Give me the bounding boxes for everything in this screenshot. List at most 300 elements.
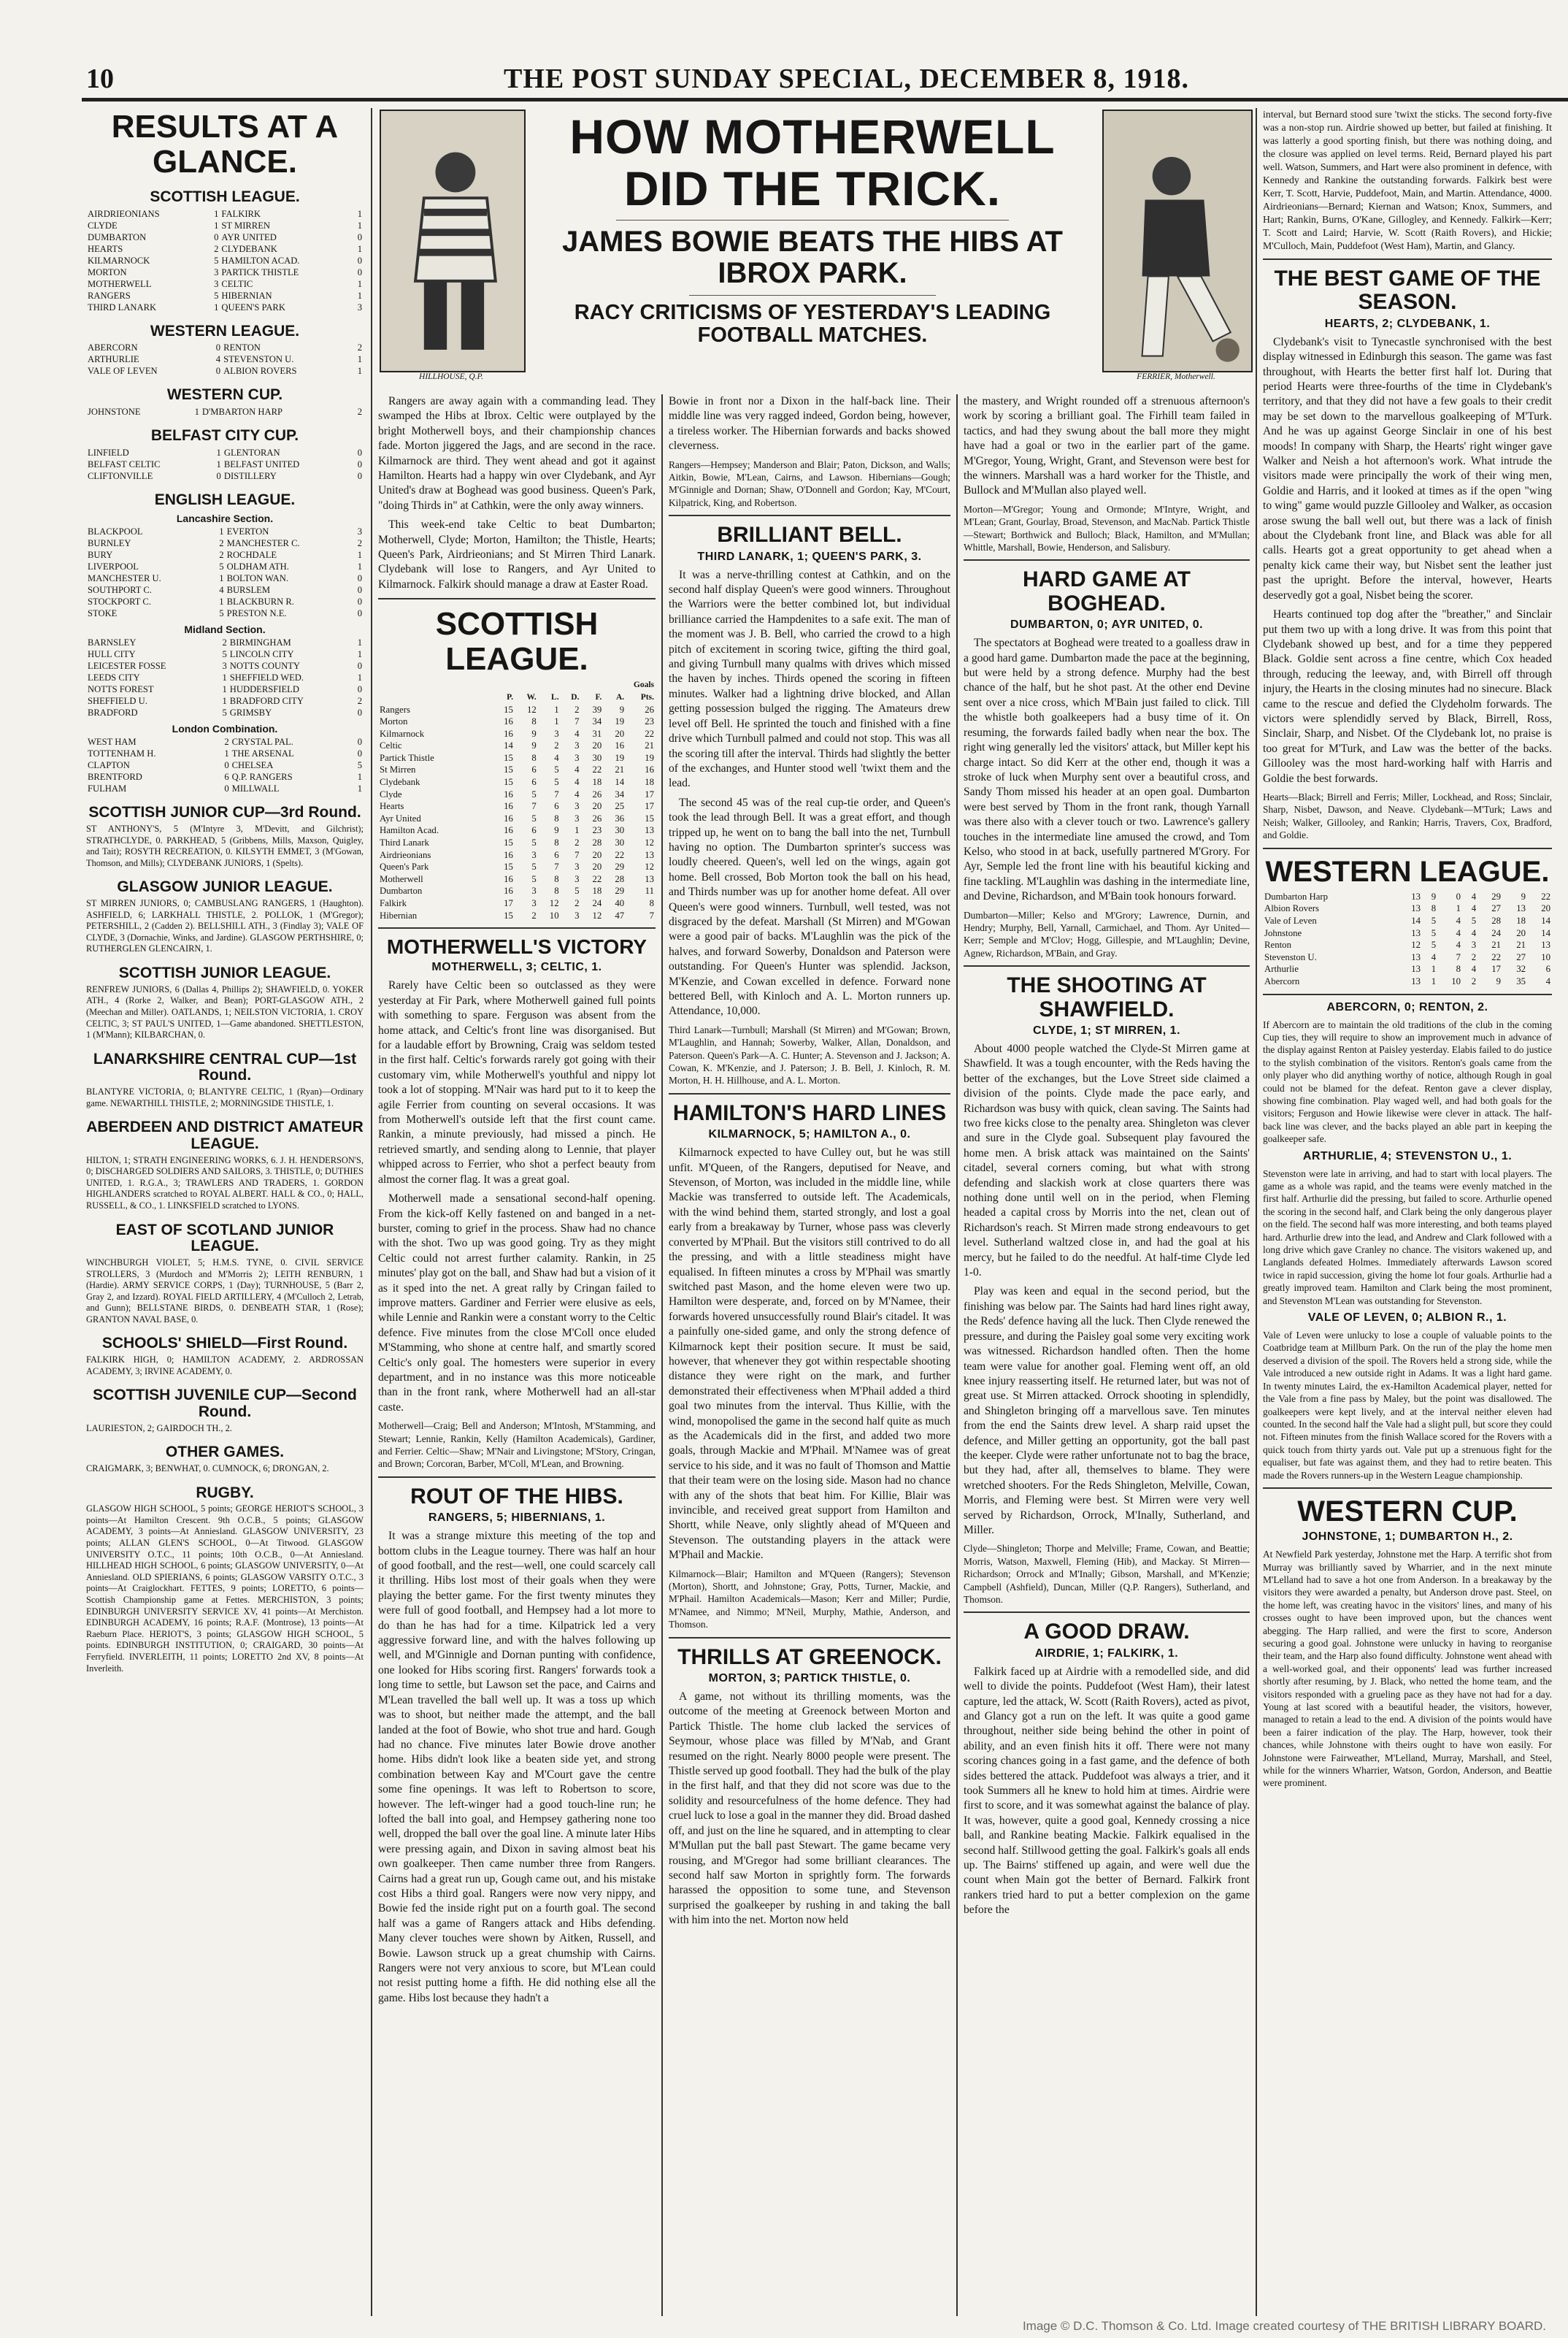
stat-cell: 5 <box>1471 915 1477 926</box>
score-cell: 1 <box>357 354 362 365</box>
score-cell: 0 <box>216 470 221 481</box>
stat-cell: 13 <box>1541 940 1550 951</box>
score-cell: 1 <box>357 561 362 572</box>
stat-cell: 0 <box>1456 891 1461 902</box>
stat-cell: 19 <box>615 752 625 763</box>
table-row <box>1263 963 1552 976</box>
stat-cell: 6 <box>554 849 559 860</box>
score-cell: 0 <box>357 459 362 469</box>
column-2 <box>378 394 656 2323</box>
score-cell: 1 <box>357 772 362 783</box>
stat-cell: 20 <box>1541 903 1550 914</box>
stat-cell: 16 <box>504 716 513 727</box>
stat-cell: 8 <box>1456 964 1461 975</box>
stat-cell: 16 <box>504 801 513 812</box>
stat-cell: 7 <box>649 910 654 921</box>
stat-cell: 18 <box>1516 915 1526 926</box>
result-row <box>86 290 364 302</box>
section-rule <box>378 598 656 599</box>
stat-cell: 9 <box>531 740 537 751</box>
stat-cell: 2 <box>531 910 537 921</box>
report-paragraph: Vale of Leven were unlucky to lose a couple of valuable points to the Coatbridge team at Millburn Park. On the run of the play the home men deserved a division of the spoil. The Rovers held a strong side, while the Vale introduced a new outside right in Adams. It was a light hard game. In twenty minutes Laird, the ex-Hamilton Academical player, netted for the Vale from a fine pass by Maley, but the point was disallowed. The goalkeepers were kept lively, and at the interval neither eleven had counted. In the second half the Vale had a slight pull, but score they could not. Fifteen minutes from the finish Wallace scored for the Rovers with a quick touch from thirty yards out. Vale put up a strenuous fight for the equaliser, but fate was against them, and they had to retire beaten. This made the Rovers runners-up in the Western League championship. <box>1263 1330 1552 1481</box>
stat-cell: 15 <box>504 704 513 715</box>
feature-subhead: JAMES BOWIE BEATS THE HIBS AT IBROX PARK. <box>562 225 1063 289</box>
score-cell: 2 <box>224 737 229 748</box>
stat-cell: 11 <box>645 886 654 897</box>
team-cell: BRENTFORD <box>88 772 142 783</box>
score-cell: 1 <box>357 208 362 219</box>
lancashire-heading: Lancashire Section. <box>176 513 274 525</box>
stat-cell: 9 <box>619 704 625 715</box>
team-cell: LINCOLN CITY <box>229 649 294 660</box>
stat-cell: 8 <box>1431 903 1437 914</box>
table-header-cell: F. <box>595 692 602 702</box>
club-cell: Arthurlie <box>1264 964 1299 975</box>
score-cell: 5 <box>219 608 224 619</box>
team-lineups: Third Lanark—Turnbull; Marshall (St Mirren) and M'Gowan; Brown, M'Laughlin, and Hannah; Sowerby, Walker, Allan, Donaldson, and Paterson. Queen's Park—A. C. Hunter; A. Stevenson and J. Jackson; A. Cowan, K. M'Kenzie, and J. Paterson; J. B. Bell, J. Kinloch, R. M. Morton, H. H. Hillhouse, and A. L. Morton. <box>669 1024 950 1086</box>
stat-cell: 10 <box>1451 976 1461 986</box>
team-cell: HULL CITY <box>88 649 136 660</box>
hibs-title: ROUT OF THE HIBS. <box>410 1484 623 1509</box>
team-cell: BRADFORD <box>88 708 138 718</box>
result-row <box>86 660 364 672</box>
greenock-score: MORTON, 3; PARTICK THISTLE, 0. <box>708 1672 911 1685</box>
result-row <box>86 365 364 377</box>
team-cell: GLENTORAN <box>223 447 280 458</box>
stat-cell: 8 <box>649 898 654 908</box>
photo-hillhouse <box>380 110 526 372</box>
column-rule <box>661 394 663 2316</box>
stat-cell: 21 <box>615 764 625 775</box>
score-cell: 1 <box>357 220 362 231</box>
stat-cell: 16 <box>645 764 654 775</box>
section-rule <box>378 927 656 929</box>
table-row <box>1263 915 1552 927</box>
page-number: 10 <box>86 64 114 94</box>
boghead-title: HARD GAME AT BOGHEAD. <box>1023 567 1191 616</box>
score-cell: 0 <box>357 447 362 458</box>
report-paragraph: Clydebank's visit to Tynecastle synchronised with the best display witnessed in Edinburgh this season. The game was fast throughout, with Hearts the better first half lot. During that period Hearts were three-fourths of the time in Clydebank's territory, and that they did not have a few goals to their credit may be set down to the marvellous goalkeeping of M'Turk. And he was up against George Sinclair in one of his best moods! In company with Sharp, the Hearts' right winger gave Walker and Neish a hot afternoon's work. What intrude the visitors made were principally the work of their wing men, Goldie and Harris, and it looked at times as if the open "wing to wing" game would puzzle Gillooley and Walker, as occasion arose swung the ball well out, but there was a lack of finish about the Clydebank front line, and Black was able for all calls. Hearts got a great opportunity to get ahead when a penalty kick came their way, but Nisbet sent the leather just past the upright. Before the interval, however, Hearts deservedly got a goal, Nisbet being the scorer. <box>1263 335 1552 602</box>
team-cell: HIBERNIAN <box>221 290 272 301</box>
score-cell: 4 <box>215 354 221 365</box>
team-cell: MOTHERWELL <box>88 278 152 289</box>
stat-cell: 25 <box>615 801 625 812</box>
report-paragraph: Stevenston were late in arriving, and had to start with local players. The game as a whole was rapid, and the teams were evenly matched in the first half. Arthurlie did the pressing, but failed to score. Arthurlie opened the scoring in the second half, and Clark being the only dangerous player on the field. The second half was more interesting, and both teams played hard. Arthurlie drew into the lead, and Andrew and Clark followed with a long drive which gave Cranley no chance. The visitors wakened up, and Langlands defeated Holmes. Immediately afterwards Lawson scored twice in rapid succession, giving the home lot four goals. Arthurlie had a greatly improved team. Hamilton and Clark being the most prominent, and Stevenston M'Lean was outstanding for Stevenston. <box>1263 1168 1552 1306</box>
stat-cell: 5 <box>1431 940 1437 951</box>
stat-cell: 34 <box>615 789 625 800</box>
team-cell: RANGERS <box>88 290 131 301</box>
stat-cell: 24 <box>1491 927 1502 938</box>
table-header-cell: P. <box>507 692 513 702</box>
motherwell-title: MOTHERWELL'S VICTORY <box>386 935 647 959</box>
greenock-title: THRILLS AT GREENOCK. <box>677 1644 942 1669</box>
score-cell: 1 <box>219 526 224 537</box>
score-cell: 2 <box>219 550 224 561</box>
team-cell: ABERCORN <box>88 342 138 353</box>
table-row <box>1263 939 1552 951</box>
column-rule <box>1256 108 1257 2316</box>
hibs-score: RANGERS, 5; HIBERNIANS, 1. <box>428 1511 606 1525</box>
stat-cell: 22 <box>592 764 602 775</box>
result-row <box>86 707 364 718</box>
stat-cell: 5 <box>574 886 580 897</box>
result-row <box>86 672 364 683</box>
stat-cell: 16 <box>615 740 625 751</box>
stat-cell: 7 <box>574 849 580 860</box>
team-cell: BIRMINGHAM <box>229 637 291 648</box>
team-cell: ALBION ROVERS <box>223 366 297 377</box>
stat-cell: 3 <box>574 752 580 763</box>
result-row <box>86 748 364 759</box>
stat-cell: 3 <box>531 849 537 860</box>
stat-cell: 20 <box>592 801 602 812</box>
stat-cell: 5 <box>531 789 537 800</box>
team-cell: BLACKBURN R. <box>226 597 294 608</box>
result-row <box>86 220 364 231</box>
london-heading: London Combination. <box>172 723 278 735</box>
stat-cell: 5 <box>531 862 537 873</box>
table-row <box>378 849 656 862</box>
stat-cell: 1 <box>1431 976 1437 986</box>
stat-cell: 36 <box>615 813 625 824</box>
team-cell: BURY <box>88 550 113 561</box>
club-cell: Clyde <box>380 789 402 800</box>
report-paragraph: Motherwell made a sensational second-half opening. From the kick-off Kelly fastened on and banged in a net-burster, coming to grief in the process. Shaw had no chance with the shot. Two up was good going. Try as they might Celtic could not arrest further calamity. Rankin, in 25 minutes' play got on the ball, and Shaw had but a vision of it as it sped into the net. A great rally by Cringan failed to improve matters. Gardiner and Ferrier were elusive as eels, while Lennie and Rankin were a constant worry to the Celtic defence. Five minutes from the close M'Coll once eluded M'Stamming, who shone at centre half, and smartly scored Celtic's only goal. The homesters were superior in every department, and in no instance was this more noticeable than in the front rank, where Motherwell had an all-star caste. <box>378 1192 656 1414</box>
stat-cell: 4 <box>1456 940 1461 951</box>
result-row <box>86 637 364 648</box>
table-header-cell: L. <box>551 692 559 702</box>
stat-cell: 13 <box>645 873 654 884</box>
table-row <box>378 740 656 752</box>
stat-cell: 4 <box>1471 964 1477 975</box>
column-rule <box>371 108 372 2316</box>
stat-cell: 6 <box>531 825 537 836</box>
masthead: THE POST SUNDAY SPECIAL, DECEMBER 8, 1918. <box>504 64 1190 94</box>
team-cell: PARTICK THISTLE <box>221 267 299 277</box>
table-row <box>378 764 656 776</box>
stat-cell: 29 <box>1491 891 1502 902</box>
stat-cell: 16 <box>504 886 513 897</box>
result-row <box>86 406 364 418</box>
stat-cell: 23 <box>592 825 602 836</box>
western-league-table-title: WESTERN LEAGUE. <box>1265 855 1550 888</box>
score-cell: 0 <box>215 342 221 353</box>
result-row <box>86 243 364 255</box>
stat-cell: 4 <box>1431 951 1437 962</box>
result-row <box>86 771 364 783</box>
team-cell: CLIFTONVILLE <box>88 470 153 481</box>
stat-cell: 4 <box>1471 891 1477 902</box>
result-row <box>86 549 364 561</box>
stat-cell: 17 <box>645 801 654 812</box>
shawfield-score: CLYDE, 1; ST MIRREN, 1. <box>1032 1024 1181 1037</box>
stat-cell: 15 <box>504 838 513 848</box>
score-cell: 5 <box>219 561 224 572</box>
motherwell-score: MOTHERWELL, 3; CELTIC, 1. <box>431 961 602 974</box>
club-cell: Dumbarton <box>380 886 423 897</box>
club-cell: Celtic <box>380 740 402 751</box>
result-row <box>86 695 364 707</box>
table-row <box>378 776 656 789</box>
section-rule <box>669 1637 950 1638</box>
result-block-text: ST ANTHONY'S, 5 (M'Intyre 3, M'Devitt, and Gilchrist); STRATHCLYDE, 0. PARKHEAD, 5 (Gribbens, Mills, Maxson, Quigley, and Tait); ROSYTH RECREATION, 0. KILSYTH EMMET, 3 (M'Gowan, Thomson, and Mills); CLYDEBANK JUNIORS, 1 (Spelts). <box>86 824 364 868</box>
stat-cell: 35 <box>1516 976 1526 986</box>
stat-cell: 5 <box>531 838 537 848</box>
table-header-cell: W. <box>526 692 537 702</box>
intro-paragraph: Rangers are away again with a commanding lead. They swamped the Hibs at Ibrox. Celtic were outplayed by the bright Motherwell boys, and their championship chances fade. Morton jiggered the Jags, and are second in the race. Kilmarnock are third. They went ahead and got it against Hamilton. Hearts had a happy win over Clydebank, and Ayr United's draw at Boghead was good business. Queen's Park, "doing Thirds in" at Cathkin, were the only away winners. <box>378 395 656 512</box>
stat-cell: 2 <box>574 704 580 715</box>
stat-cell: 20 <box>615 728 625 739</box>
team-cell: BARNSLEY <box>88 637 137 648</box>
score-cell: 0 <box>224 783 229 794</box>
stat-cell: 4 <box>1545 976 1550 986</box>
feature-headline: HOW MOTHERWELL DID THE TRICK. <box>569 110 1056 216</box>
result-blocks <box>86 805 364 1674</box>
report-paragraph: It was a strange mixture this meeting of the top and bottom clubs in the League tourney. There was half an hour of good football, and the rest—well, one could scarcely call it thrilling. Hibs lost most of their goals when they were playing the better game. For the first twenty minutes they were full of good football, and Hempsey had a lot more to do than he has had for a time. Kilpatrick led a very aggressive forward line, and with the halves following up well, and M'Ginnigle and Dornan punting with confidence, one looked for Hibs scoring first. Rangers' forwards took a long time to settle, but Lawson set the pace, and Cairns and M'Lean travelled the ball well up. It was a toss up which was to shoot, but neither made the attempt, and the ball landed at the foot of Bowie, who shot true and hard. Gough had no chance. Five minutes later Bowie drove another home. Hibs didn't look like a beaten side yet, and strong combination between Kay and M'Court gave the centre some fine openings. It was left to Robertson to score, however. The left-winger had a good touch-line run; he lofted the ball into goal, and Hempsey gathering none too well, dropped the ball over the goal line. A minute later Hibs were pressing again, and Dixon in saving almost beat his own goalkeeper. Then came number three from Rangers. Cairns had a great run up, Gough came out, and his mistake cost Hibs a third goal. Rangers were now very nippy, and Bowie fed the inside right put on a fourth goal. The second half was a game of Rangers attack and Hibs defending. Many clever touches were shown by Aitken, Russell, and Bowie. Lawson struck up a great chumship with Cairns. Rangers were not very anxious to score, but M'Lean could not resist putting home a fifth. He did nothing else all the game. Hibs lost because they hadn't a <box>378 1530 656 2004</box>
stat-cell: 8 <box>554 813 559 824</box>
score-cell: 0 <box>224 760 229 771</box>
team-cell: AYR UNITED <box>221 231 277 242</box>
report-paragraph: A game, not without its thrilling moments, was the outcome of the meeting at Greenock between Morton and Partick Thistle. The home club lacked the services of Seymour, whose place was filled by M'Nab, and Grant resumed on the right. Nearly 8000 people were present. The Thistle served up good football. They had the bulk of the play in the first half, and that they did not score was due to the solidity and resourcefulness of the home defence. They had cruel luck to lose a goal in the manner they did. Broad dashed off, and just on the line he squared, and in attempting to clear M'Mullan put the ball past Stewart. The game became very rousing, and M'Gregor had some brilliant clearances. The second half saw Morton in sprightly form. The forwards harassed the opposition to some tune, and Stevenson surprised the goalkeeper by rushing in and taking the ball with him into the net. Morton now held <box>669 1690 950 1927</box>
club-cell: Albion Rovers <box>1264 903 1320 914</box>
result-block-text: GLASGOW HIGH SCHOOL, 5 points; GEORGE HERIOT'S SCHOOL, 3 points—At Hamilton Crescent. 9th O.C.B., 5 points; GLASGOW ACADEMY, 3 points—At Anniesland. GLASGOW UNIVERSITY, 23 points; ALLAN GLEN'S SCHOOL, 0—At Titwood. GLASGOW UNIVERSITY O.T.C., 11 points; 10th O.C.B., 0—At Anniesland. HILLHEAD HIGH SCHOOL, 6 points; GLASGOW UNIVERSITY, 0—At Anniesland. OLD SPIERIANS, 6 points; GLASGOW VARSITY O.T.C., 3 points—At Craiglockhart. FETTES, 9 points; LORETTO, 6 points—Scottish Championship game at Fettes. MERCHISTON, 3 points; EDINBURGH UNIVERSITY SERVICE XV, 41 points—At Merchiston. EDINBURGH ACADEMY, 16 points; R.A.F. (Montrose), 13 points—At Raeburn Place. HERIOT'S, 3 points; GLASGOW HIGH SCHOOL, 5 points. EDINBURGH INSTITUTION, 0; CRAIGARD, 30 points—At Ferryfield. INVERLEITH, 11 points; LORETTO 2nd XV, 8 points—At Inverleith. <box>86 1503 364 1674</box>
stat-cell: 19 <box>645 752 654 763</box>
result-row <box>86 759 364 771</box>
stat-cell: 4 <box>1471 903 1477 914</box>
head-rule <box>689 295 936 296</box>
result-row <box>86 255 364 267</box>
hearts-title: THE BEST GAME OF THE SEASON. <box>1274 267 1541 315</box>
team-lineups: Hearts—Black; Birrell and Ferris; Miller, Lockhead, and Ross; Sinclair, Sharp, Nisbet, Dawson, and Neave. Clydebank—M'Turk; Laws and Neish; Walker, Gillooley, and Rankin; Harris, Travers, Cox, Bradford, and Goldie. <box>1263 791 1552 841</box>
team-cell: CRYSTAL PAL. <box>231 737 293 748</box>
western-cup-results <box>86 406 364 418</box>
team-cell: QUEEN'S PARK <box>221 302 285 313</box>
club-cell: Morton <box>380 716 408 727</box>
score-cell: 1 <box>216 447 221 458</box>
score-cell: 5 <box>222 649 227 660</box>
stat-cell: 27 <box>1491 903 1502 914</box>
club-cell: Queen's Park <box>380 862 429 873</box>
result-row <box>86 596 364 608</box>
score-cell: 5 <box>214 290 219 301</box>
stat-cell: 12 <box>645 862 654 873</box>
stat-cell: 3 <box>531 898 537 908</box>
table-header-cell <box>378 691 492 704</box>
stat-cell: 17 <box>645 789 654 800</box>
stat-cell: 13 <box>1411 891 1421 902</box>
stat-cell: 5 <box>1431 927 1437 938</box>
club-cell: Partick Thistle <box>380 752 434 763</box>
stat-cell: 8 <box>531 752 537 763</box>
stat-cell: 12 <box>526 704 537 715</box>
section-rule <box>378 1476 656 1478</box>
team-cell: HEARTS <box>88 243 123 254</box>
intro-paragraph: This week-end take Celtic to beat Dumbarton; Motherwell, Clyde; Morton, Hamilton; the Thistle, Hearts; Queen's Park, Airdrieonians; and St Mirren Third Lanark. Clydebank will lose to Rangers, and Ayr United to Kilmarnock. Falkirk should manage a draw at Easter Road. <box>378 518 656 591</box>
stat-cell: 40 <box>615 898 625 908</box>
result-block-heading: GLASGOW JUNIOR LEAGUE. <box>117 878 333 896</box>
masthead-rule <box>82 98 1568 101</box>
stat-cell: 13 <box>1411 976 1421 986</box>
team-cell: TOTTENHAM H. <box>88 748 156 759</box>
stat-cell: 16 <box>504 849 513 860</box>
result-row <box>86 648 364 660</box>
team-cell: LEICESTER FOSSE <box>88 661 166 672</box>
stat-cell: 5 <box>1431 915 1437 926</box>
team-cell: THIRD LANARK <box>88 302 157 313</box>
report-paragraph: Play was keen and equal in the second period, but the finishing was below par. The Saints had hard lines right away, the Reds' defence having all the luck. Then Clyde renewed the pressure, and during the Paisley goal some very exciting work was witnessed. Richardson handled often. Then the home team were value for another goal. Fleming went off, an old knee injury reasserting itself. He returned later, but was not of great use. St Mirren attacked. Orrock shooting in splendidly, and Shingleton bringing off a marvellous save. Ten minutes from the end the Saints drew level. A sharp raid upset the defence, and Miller getting an opportunity, got the ball past the keeper. Clyde were rather unfortunate not to bag the brace, but they had, after all, themselves to blame. They were wretched shooters. For the Reds Shingleton, Melville, Cowan, Morris, and Fleming were best. St Mirren were very well served by Richardson, Orrock, M'Inally, Sutherland, and Miller. <box>964 1285 1250 1536</box>
score-cell: 1 <box>214 208 219 219</box>
belfast-heading: BELFAST CITY CUP. <box>150 427 299 445</box>
stat-cell: 18 <box>645 777 654 788</box>
team-cell: KILMARNOCK <box>88 255 150 266</box>
stat-cell: 6 <box>1545 964 1550 975</box>
stat-cell: 9 <box>1431 891 1437 902</box>
stat-cell: 39 <box>592 704 602 715</box>
stat-cell: 9 <box>554 825 559 836</box>
stat-cell: 3 <box>531 886 537 897</box>
stat-cell: 28 <box>615 873 625 884</box>
stat-cell: 15 <box>645 813 654 824</box>
team-lineups: Dumbarton—Miller; Kelso and M'Grory; Lawrence, Durnin, and Hendry; Murphy, Bell, Yarnall, Carmichael, and Thom. Ayr United—Kerr; Semple and M'Clov; Hogg, Gillespie, and M'Laughlin; Devine, Agnew, Richardson, M'Bain, and Gray. <box>964 909 1250 959</box>
team-cell: VALE OF LEVEN <box>88 366 158 377</box>
score-cell: 0 <box>357 255 362 266</box>
table-header-cell: Pts. <box>640 692 654 702</box>
score-cell: 5 <box>222 708 227 718</box>
midland-results <box>86 637 364 718</box>
stat-cell: 7 <box>554 862 559 873</box>
stat-cell: 13 <box>1411 927 1421 938</box>
stat-cell: 1 <box>1456 903 1461 914</box>
stat-cell: 30 <box>615 838 625 848</box>
team-cell: DUMBARTON <box>88 231 147 242</box>
score-cell: 0 <box>357 573 362 584</box>
stat-cell: 21 <box>1491 940 1502 951</box>
result-block-heading: SCOTTISH JUVENILE CUP—Second Round. <box>93 1387 357 1420</box>
club-cell: Dumbarton Harp <box>1264 891 1329 902</box>
stat-cell: 22 <box>645 728 654 739</box>
score-cell: 1 <box>357 550 362 561</box>
score-cell: 1 <box>357 366 362 377</box>
score-cell: 2 <box>357 342 362 353</box>
score-cell: 3 <box>214 278 219 289</box>
table-row <box>378 861 656 873</box>
result-block-text: CRAIGMARK, 3; BENWHAT, 0. CUMNOCK, 6; DRONGAN, 2. <box>86 1463 329 1473</box>
club-cell: Hamilton Acad. <box>380 825 439 836</box>
team-cell: HAMILTON ACAD. <box>221 255 300 266</box>
stat-cell: 22 <box>1541 891 1550 902</box>
team-cell: MORTON <box>88 267 127 277</box>
score-cell: 2 <box>222 637 227 648</box>
stat-cell: 6 <box>554 801 559 812</box>
team-cell: SOUTHPORT C. <box>88 585 152 596</box>
stat-cell: 3 <box>574 873 580 884</box>
column-5 <box>1263 108 1552 2323</box>
report-paragraph: Falkirk faced up at Airdrie with a remodelled side, and did well to divide the points. Puddefoot (West Ham), their latest capture, led the attack, W. Scott (Raith Rovers), acted as pivot, and Glancy got a run on the left. It was quite a good game throughout, neither side being behind the other in point of ability, and an even finish hits it off. There were not many scoring chances going in a fast game, and the defence of both sides bettered the attack. Puddefoot was always a trier, and it took Summers all he knew to hold him at times. Airdrie were first to score, and it was somewhat against the balance of play. It was, however, quite a good goal, Kennedy crossing a nice ball, and Rankine beating Mackie. Falkirk equalised in the second half. Stillwood getting the goal. Falkirk's goals all ends up. The Bairns' stiffened up again, and were well due the count when Main got the better of Bernard. Falkirk front rankers tried hard to put a better complexion on the game before the <box>964 1665 1250 1917</box>
stat-cell: 10 <box>1541 951 1550 962</box>
result-row <box>86 267 364 278</box>
stat-cell: 14 <box>1541 927 1550 938</box>
report-paragraph: It was a nerve-thrilling contest at Cathkin, and on the second half display Queen's were good winners. Throughout the Warriors were the better combined lot, but individual brilliance carried the Hampdenites to a safe exit. The man of the moment was J. B. Bell, who carried the crowd to a high pitch of excitement in scoring twice, gifting the third goal, and giving Turnbull many qualms with drives which missed the haven by inches. Thirds opened the scoring in fifteen minutes. Walker had a lightning drive blocked, and Allan getting possession bulged the rigging. The Amateurs drew level off Bell. He sprinted the touch and finished with a fine drive which Turnbull palmed and could not stop. This was all the scoring till after the interval. Thirds had slightly the better of the exchanges, and Hunter stood well 'twixt them and the lead. <box>669 568 950 790</box>
result-block-heading: SCOTTISH JUNIOR LEAGUE. <box>118 965 331 982</box>
stat-cell: 5 <box>531 873 537 884</box>
stat-cell: 2 <box>1471 976 1477 986</box>
team-cell: STEVENSTON U. <box>223 354 294 365</box>
score-cell: 0 <box>357 737 362 748</box>
score-cell: 5 <box>357 760 362 771</box>
hamilton-title: HAMILTON'S HARD LINES <box>672 1100 947 1125</box>
result-row <box>86 736 364 748</box>
club-cell: Stevenston U. <box>1264 951 1317 962</box>
team-cell: MANCHESTER C. <box>226 538 300 549</box>
stat-cell: 9 <box>1496 976 1502 986</box>
club-cell: Ayr United <box>380 813 421 824</box>
score-cell: 2 <box>357 538 362 549</box>
western-cup-heading: WESTERN CUP. <box>166 386 283 404</box>
belfast-results <box>86 447 364 482</box>
table-row <box>378 824 656 837</box>
stat-cell: 18 <box>592 777 602 788</box>
hearts-score: HEARTS, 2; CLYDEBANK, 1. <box>1324 317 1491 330</box>
stat-cell: 12 <box>592 910 602 921</box>
stat-cell: 16 <box>504 873 513 884</box>
score-cell: 0 <box>215 366 221 377</box>
stat-cell: 32 <box>1516 964 1526 975</box>
score-cell: 1 <box>357 672 362 683</box>
team-cell: ROCHDALE <box>226 550 277 561</box>
table-row <box>378 752 656 764</box>
team-cell: BELFAST UNITED <box>223 459 300 469</box>
result-block-heading: RUGBY. <box>196 1484 254 1501</box>
result-row <box>86 447 364 459</box>
score-cell: 0 <box>357 231 362 242</box>
team-cell: AIRDRIEONIANS <box>88 208 160 219</box>
team-cell: HUDDERSFIELD <box>229 684 299 695</box>
stat-cell: 3 <box>574 801 580 812</box>
airdrie-score: AIRDRIE, 1; FALKIRK, 1. <box>1034 1647 1179 1660</box>
stat-cell: 6 <box>531 764 537 775</box>
english-league-heading: ENGLISH LEAGUE. <box>154 491 296 508</box>
result-block-heading: SCOTTISH JUNIOR CUP—3rd Round. <box>88 804 361 821</box>
stat-cell: 22 <box>1491 951 1502 962</box>
section-rule <box>669 1093 950 1095</box>
stat-cell: 3 <box>574 813 580 824</box>
team-cell: CLYDE <box>88 220 118 231</box>
shawfield-title: THE SHOOTING AT SHAWFIELD. <box>1007 973 1207 1022</box>
stat-cell: 28 <box>592 838 602 848</box>
club-cell: Johnstone <box>1264 927 1302 938</box>
table-row <box>378 897 656 910</box>
column-rule <box>956 394 958 2316</box>
midland-heading: Midland Section. <box>184 624 266 636</box>
table-header-cell: D. <box>571 692 580 702</box>
result-block-text: RENFREW JUNIORS, 6 (Dallas 4, Phillips 2); SHAWFIELD, 0. YOKER ATH., 4 (Rorke 2, Walker, and Bean); PORT-GLASGOW ATH., 2 (Meechan and Miller). OATLANDS, 1; NEILSTON VICTORIA, 1. CROY CELTIC, 3; ST PAUL'S UNITED, 1—Game abandoned. SHETTLESTON, 1 (M'Mann); KILBARCHAN, 0. <box>86 984 364 1040</box>
team-cell: MANCHESTER U. <box>88 573 161 584</box>
result-row <box>86 302 364 313</box>
section-rule <box>1263 258 1552 260</box>
table-row <box>378 704 656 716</box>
result-row <box>86 783 364 794</box>
table-row <box>1263 951 1552 964</box>
stat-cell: 3 <box>1471 940 1477 951</box>
result-row <box>86 208 364 220</box>
head-rule <box>616 220 1009 221</box>
stat-cell: 4 <box>554 752 559 763</box>
table-row <box>378 873 656 886</box>
score-cell: 2 <box>357 696 362 707</box>
team-cell: STOKE <box>88 608 118 619</box>
western-league-heading: WESTERN LEAGUE. <box>150 322 300 340</box>
stat-cell: 4 <box>1456 915 1461 926</box>
